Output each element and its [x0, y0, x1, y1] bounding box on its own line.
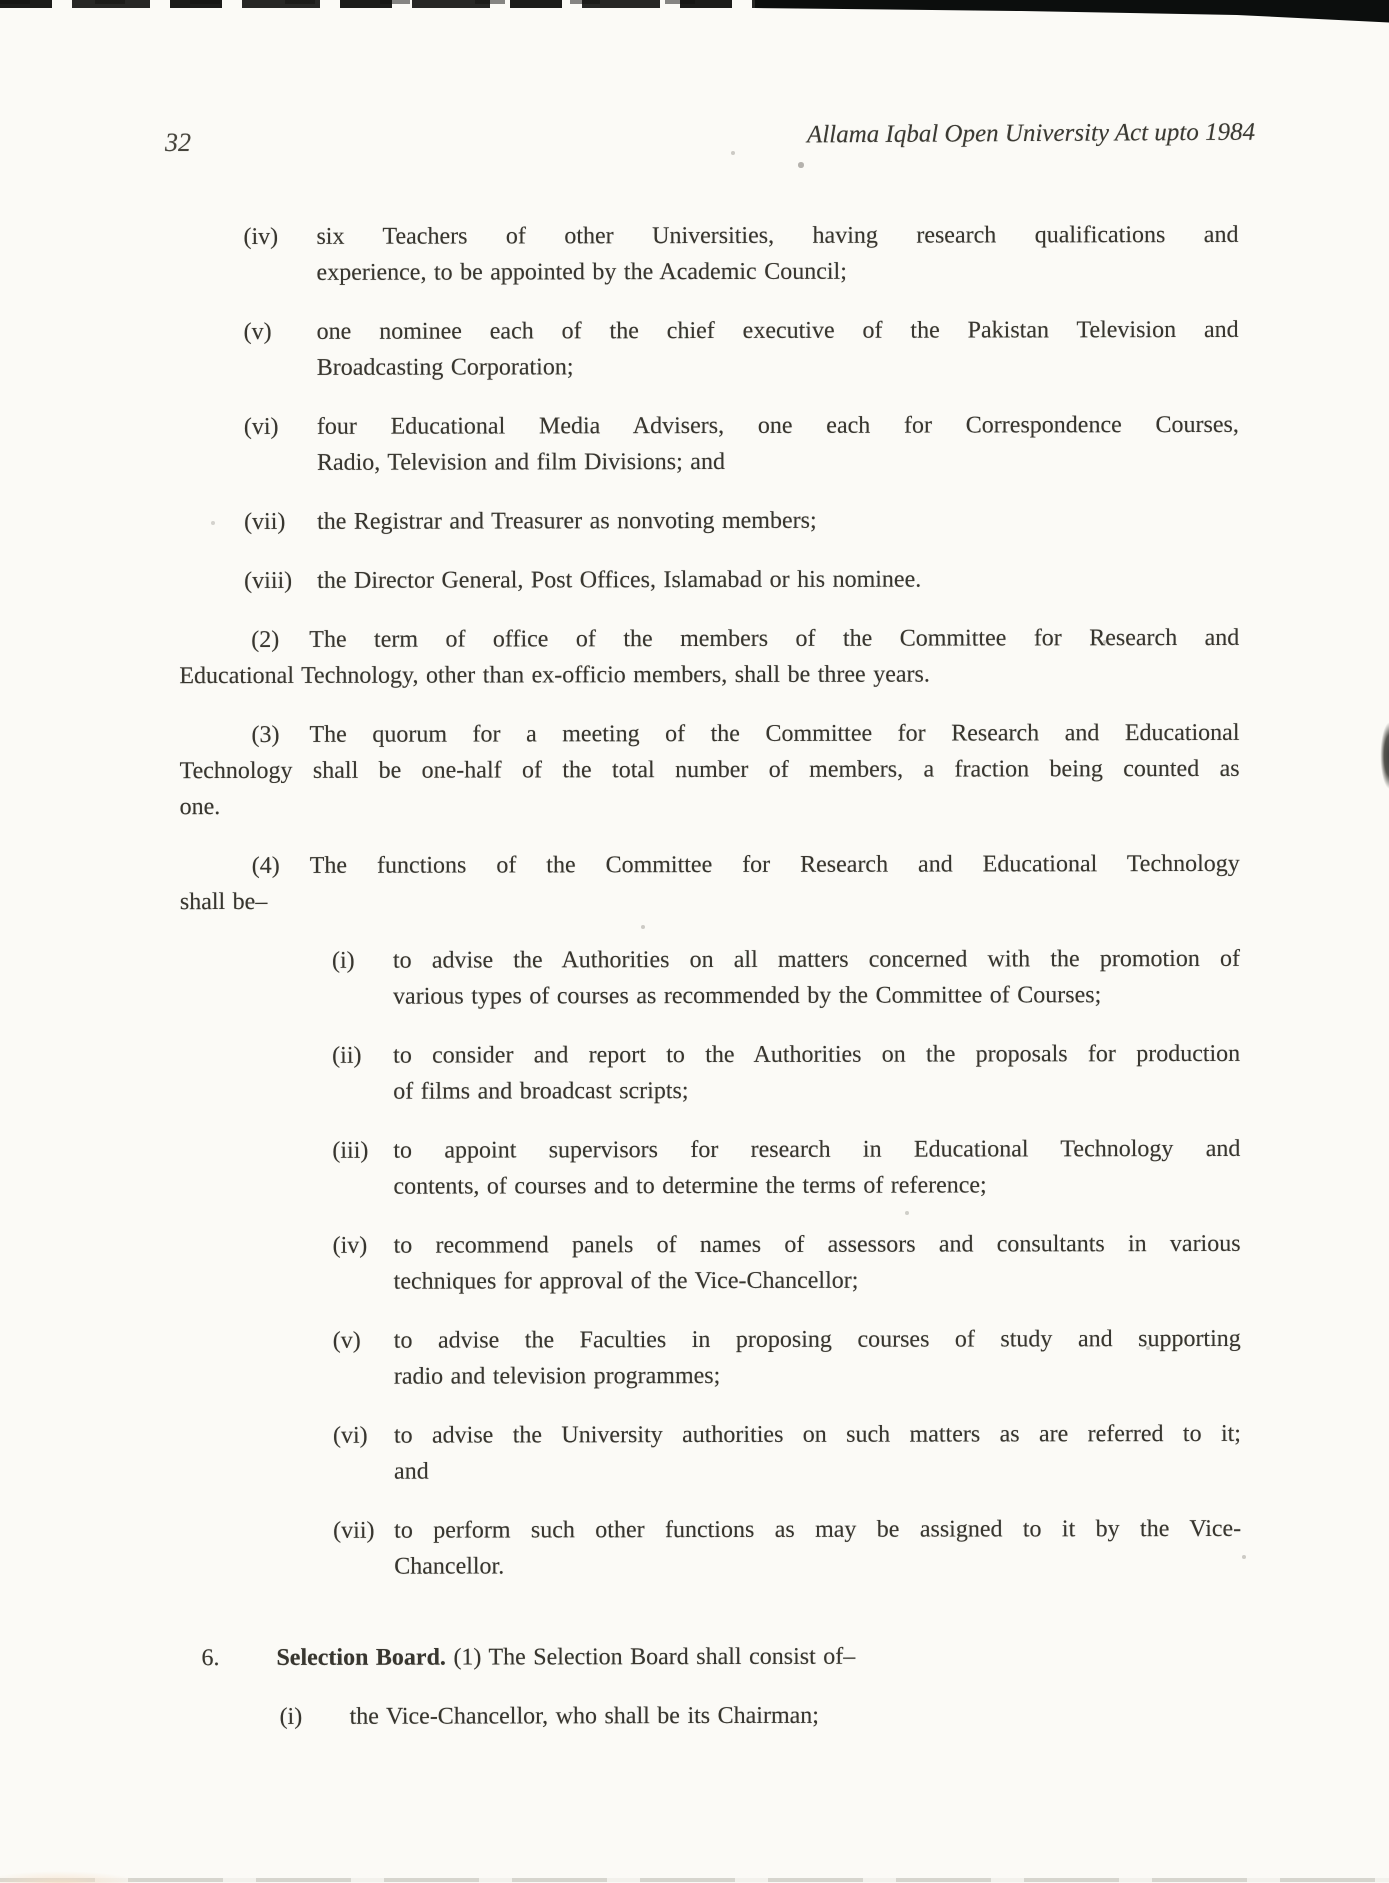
text-line: four Educational Media Advisers, one each for Correspondence Courses,	[316, 411, 1239, 440]
text-line: of films and broadcast scripts;	[393, 1078, 689, 1105]
text-line: one nominee each of the chief executive of the Pakistan Television and	[316, 316, 1239, 345]
scan-speckles	[0, 0, 2, 2]
scan-artifact-top-dashes	[0, 0, 757, 8]
list-item-label: (vi)	[332, 1422, 368, 1449]
list-item-label: (i)	[279, 1703, 303, 1730]
list-item-text	[394, 1226, 1241, 1300]
page-body	[178, 217, 1241, 1735]
list-item-text	[394, 1321, 1241, 1395]
scan-artifact-bottom-line	[0, 1878, 1389, 1882]
list-item-text	[393, 1131, 1240, 1205]
list-item-text	[317, 407, 1239, 481]
text-line: Radio, Television and film Divisions; and	[316, 448, 725, 476]
list-item-label: (vi)	[243, 413, 279, 440]
text-line: The term of office of the members of the Committee for Research and	[309, 624, 1240, 653]
section-heading	[201, 1638, 1241, 1676]
list-item-label: (ii)	[332, 1042, 362, 1069]
committee-functions-list	[180, 941, 1241, 1585]
list-item-label: (iv)	[243, 223, 279, 250]
text-line: to advise the Faculties in proposing courses of study and supporting	[393, 1325, 1241, 1354]
list-item-label: (viii)	[244, 567, 293, 594]
text-line: techniques for approval of the Vice-Chancellor;	[393, 1267, 859, 1295]
scan-artifact-top-wedge	[755, 0, 1389, 25]
list-item-text	[350, 1697, 1242, 1735]
paragraph-label: (4)	[251, 852, 280, 879]
list-item	[243, 217, 1238, 291]
text-line: the Vice-Chancellor, who shall be its Chairman;	[349, 1702, 819, 1730]
text-line: Chancellor.	[394, 1553, 505, 1580]
running-header: Allama Iqbal Open University Act upto 1984	[806, 118, 1256, 149]
section-lead: (1) The Selection Board shall consist of–	[453, 1643, 856, 1671]
section-title: Selection Board.	[276, 1644, 446, 1671]
page-number: 32	[165, 128, 191, 157]
scan-artifact-bottom-smudge	[0, 1867, 150, 1883]
text-line: one.	[179, 794, 221, 821]
text-line: radio and television programmes;	[393, 1362, 721, 1390]
list-item-text	[317, 502, 1239, 540]
list-item-text	[317, 312, 1239, 386]
paragraph-3	[179, 715, 1239, 825]
list-item-text	[316, 217, 1238, 291]
list-item-label: (i)	[331, 947, 355, 974]
list-item	[332, 941, 1240, 1015]
text-line: Educational Technology, other than ex-officio members, shall be three years.	[179, 661, 930, 690]
list-item	[332, 1131, 1240, 1205]
text-line: to appoint supervisors for research in Educational Technology and	[393, 1135, 1241, 1164]
text-line: and	[394, 1458, 429, 1485]
text-line: The quorum for a meeting of the Committee for Research and Educational	[309, 719, 1240, 748]
list-item-label: (vii)	[244, 508, 286, 535]
text-line: Technology shall be one-half of the total number of members, a fraction being counted as	[179, 755, 1240, 785]
list-item	[333, 1321, 1241, 1395]
text-line: the Director General, Post Offices, Islamabad or his nominee.	[317, 566, 922, 594]
text-line: The functions of the Committee for Research and Educational Technology	[309, 850, 1240, 879]
paragraph-4	[180, 846, 1240, 920]
scan-artifact-right-blob	[1367, 710, 1389, 805]
text-line: shall be–	[179, 888, 268, 916]
text-line: to advise the Authorities on all matters concerned with the promotion of	[392, 945, 1240, 974]
list-item-text	[394, 1511, 1241, 1585]
list-item-text	[393, 941, 1240, 1015]
list-item	[244, 312, 1239, 386]
list-item-label: (vii)	[333, 1517, 375, 1544]
paragraph-2	[179, 620, 1239, 694]
text-line: experience, to be appointed by the Academic Council;	[316, 258, 847, 286]
list-item-label: (v)	[243, 318, 272, 345]
text-line: Broadcasting Corporation;	[316, 354, 574, 381]
list-item	[332, 1036, 1240, 1110]
list-item	[244, 502, 1239, 540]
paragraph-label: (3)	[251, 721, 280, 748]
text-line: to recommend panels of names of assessors and consultants in various	[393, 1230, 1241, 1259]
paragraph-label: (2)	[251, 626, 280, 653]
list-item	[333, 1511, 1241, 1585]
list-item	[244, 407, 1239, 481]
section-number: 6.	[201, 1645, 220, 1672]
text-line: to advise the University authorities on such matters as are referred to it;	[393, 1420, 1241, 1449]
text-line: the Registrar and Treasurer as nonvoting members;	[317, 507, 817, 535]
text-line: six Teachers of other Universities, having research qualifications and	[316, 221, 1239, 250]
list-item	[333, 1416, 1241, 1490]
text-line: to consider and report to the Authorities on the proposals for production	[393, 1040, 1241, 1069]
list-item-text	[394, 1416, 1241, 1490]
list-item-label: (v)	[332, 1327, 361, 1354]
text-line: contents, of courses and to determine the terms of reference;	[393, 1172, 987, 1200]
list-item-text	[317, 561, 1239, 599]
list-item-text	[393, 1036, 1240, 1110]
committee-members-list	[178, 217, 1239, 599]
list-item	[280, 1697, 1242, 1735]
text-line: to perform such other functions as may be assigned to it by the Vice-	[394, 1515, 1242, 1544]
list-item-label: (iii)	[332, 1137, 369, 1164]
list-item	[333, 1226, 1241, 1300]
text-line: various types of courses as recommended by the Committee of Courses;	[393, 982, 1102, 1010]
list-item	[244, 561, 1239, 599]
list-item-label: (iv)	[332, 1232, 368, 1259]
